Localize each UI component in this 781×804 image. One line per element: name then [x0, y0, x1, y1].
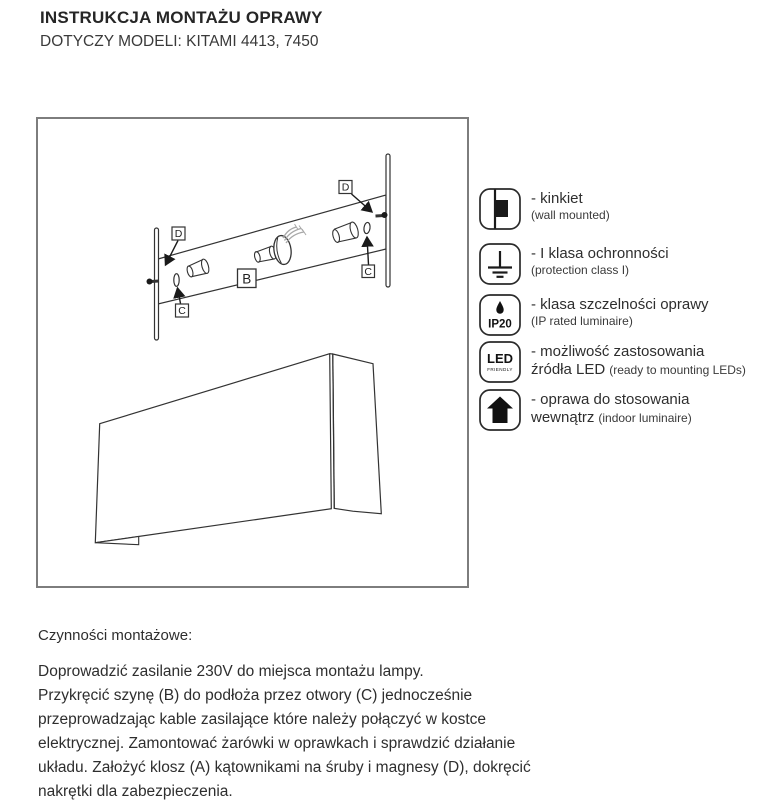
feature-label: - oprawa do stosowania — [531, 391, 692, 409]
feature-sublabel: (protection class I) — [531, 263, 669, 278]
feature-label-line2: wewnątrz (indoor luminaire) — [531, 409, 692, 427]
diagram-frame — [36, 117, 469, 588]
instructions-paragraph — [38, 660, 531, 804]
end-plate-left — [155, 228, 159, 340]
instructions-heading: Czynności montażowe: — [38, 627, 192, 644]
feature-label: - klasa szczelności oprawy — [531, 296, 709, 314]
feature-sublabel: (wall mounted) — [531, 208, 610, 223]
instruction-line: nakrętki dla zabezpieczenia. — [38, 780, 531, 804]
svg-text:B: B — [242, 272, 251, 287]
indoor-use-icon — [479, 389, 521, 431]
svg-text:D: D — [342, 182, 350, 194]
label-c-left — [176, 304, 189, 317]
lamp-shade — [95, 354, 381, 545]
label-c-right — [362, 265, 375, 278]
instruction-line: układu. Założyć klosz (A) kątownikami na śruby i magnesy (D), dokręcić — [38, 756, 531, 780]
label-b — [238, 269, 257, 288]
instruction-line: przeprowadzając kable zasilające które należy połączyć w kostce — [38, 708, 531, 732]
feature-sublabel: (indoor luminaire) — [598, 411, 691, 425]
svg-text:IP20: IP20 — [488, 319, 512, 331]
instruction-line: Przykręcić szynę (B) do podłoża przez otwory (C) jednocześnie — [38, 684, 531, 708]
led-friendly-icon — [479, 341, 521, 383]
svg-text:FRIENDLY: FRIENDLY — [487, 367, 513, 372]
feature-label: - I klasa ochronności — [531, 245, 669, 263]
page-title: INSTRUKCJA MONTAŻU OPRAWY — [40, 8, 323, 28]
end-plate-right — [386, 154, 390, 287]
instruction-line: elektrycznej. Zamontować żarówki w oprawkach i sprawdzić działanie — [38, 732, 531, 756]
label-d-left — [172, 227, 185, 240]
svg-text:C: C — [364, 266, 372, 278]
mounting-diagram — [38, 119, 467, 586]
feature-label: - możliwość zastosowania — [531, 343, 746, 361]
feature-label-line2: źródła LED (ready to mounting LEDs) — [531, 361, 746, 379]
page-subtitle: DOTYCZY MODELI: KITAMI 4413, 7450 — [40, 33, 319, 51]
instruction-line: Doprowadzić zasilanie 230V do miejsca montażu lampy. — [38, 660, 531, 684]
protection-class-icon — [479, 243, 521, 285]
svg-text:D: D — [175, 228, 183, 240]
ip-rating-icon — [479, 294, 521, 336]
label-d-right — [339, 181, 352, 194]
svg-text:LED: LED — [487, 351, 513, 366]
svg-text:C: C — [178, 305, 186, 317]
wall-mount-icon — [479, 188, 521, 230]
feature-sublabel: (ready to mounting LEDs) — [609, 363, 746, 377]
hole-left — [174, 274, 179, 287]
feature-label: - kinkiet — [531, 190, 610, 208]
feature-sublabel: (IP rated luminaire) — [531, 314, 709, 329]
